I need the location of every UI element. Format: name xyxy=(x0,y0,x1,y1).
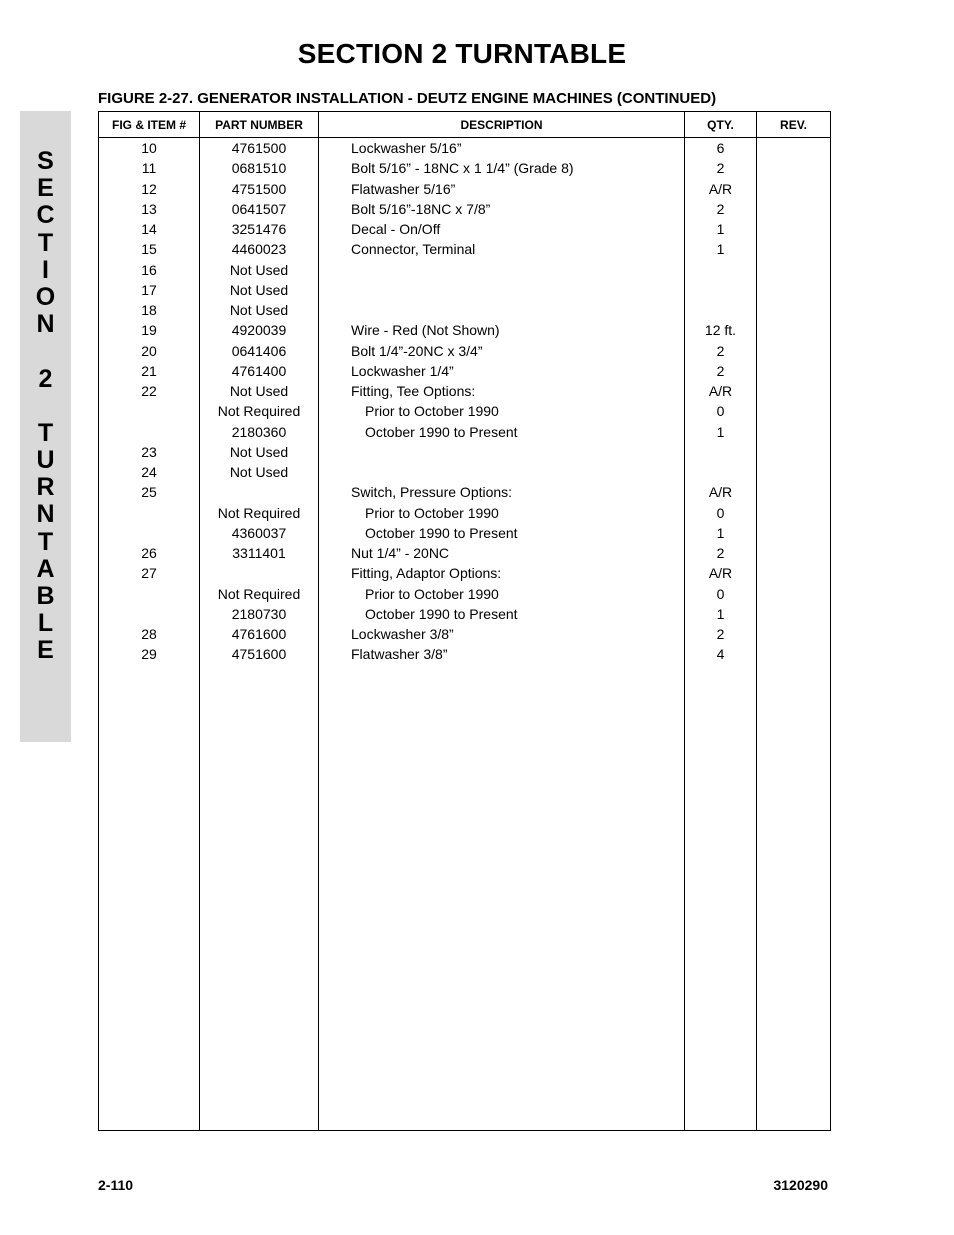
header-description: DESCRIPTION xyxy=(319,112,685,138)
rev-cell xyxy=(757,482,831,502)
rev-cell xyxy=(757,624,831,644)
table-row xyxy=(99,584,831,604)
parts-table xyxy=(98,111,831,1131)
filler-cell xyxy=(319,665,685,1131)
item-number-cell: 22 xyxy=(99,381,200,401)
table-row xyxy=(99,300,831,320)
description-cell: Prior to October 1990 xyxy=(319,401,685,421)
table-row xyxy=(99,320,831,340)
rev-cell xyxy=(757,280,831,300)
description-cell: Lockwasher 3/8” xyxy=(319,624,685,644)
side-tab-letter: I xyxy=(42,255,49,284)
part-number-cell: 3311401 xyxy=(200,543,319,563)
table-filler-row xyxy=(99,665,831,1131)
rev-cell xyxy=(757,422,831,442)
side-tab-letter: 2 xyxy=(38,364,53,393)
part-number-cell: Not Used xyxy=(200,381,319,401)
table-row xyxy=(99,523,831,543)
qty-cell xyxy=(685,300,757,320)
table-row xyxy=(99,381,831,401)
description-cell: Wire - Red (Not Shown) xyxy=(319,320,685,340)
rev-cell xyxy=(757,138,831,159)
item-number-cell: 15 xyxy=(99,239,200,259)
rev-cell xyxy=(757,442,831,462)
table-header-row xyxy=(99,112,831,138)
description-cell: Connector, Terminal xyxy=(319,239,685,259)
qty-cell: A/R xyxy=(685,381,757,401)
qty-cell: 0 xyxy=(685,401,757,421)
item-number-cell: 16 xyxy=(99,260,200,280)
side-tab-letter: T xyxy=(37,418,54,447)
side-tab-letter: T xyxy=(37,527,54,556)
part-number-cell: 4761600 xyxy=(200,624,319,644)
side-tab-letter: L xyxy=(37,609,54,638)
figure-title: FIGURE 2-27. GENERATOR INSTALLATION - DEUTZ ENGINE MACHINES (CONTINUED) xyxy=(98,90,717,107)
item-number-cell: 13 xyxy=(99,199,200,219)
part-number-cell: 2180730 xyxy=(200,604,319,624)
part-number-cell: Not Used xyxy=(200,300,319,320)
part-number-cell: 4761500 xyxy=(200,138,319,159)
rev-cell xyxy=(757,341,831,361)
description-cell: Prior to October 1990 xyxy=(319,503,685,523)
description-cell: Fitting, Tee Options: xyxy=(319,381,685,401)
qty-cell: 2 xyxy=(685,158,757,178)
header-part-number: PART NUMBER xyxy=(200,112,319,138)
qty-cell: 1 xyxy=(685,219,757,239)
rev-cell xyxy=(757,300,831,320)
filler-cell xyxy=(685,665,757,1131)
part-number-cell: Not Required xyxy=(200,584,319,604)
table-row xyxy=(99,442,831,462)
side-tab-letter: O xyxy=(35,282,56,311)
part-number-cell xyxy=(200,563,319,583)
side-tab-letter: R xyxy=(36,473,55,502)
rev-cell xyxy=(757,239,831,259)
item-number-cell: 18 xyxy=(99,300,200,320)
part-number-cell: Not Used xyxy=(200,260,319,280)
table-row xyxy=(99,422,831,442)
table-row xyxy=(99,138,831,159)
part-number-cell: Not Required xyxy=(200,401,319,421)
rev-cell xyxy=(757,462,831,482)
part-number-cell: Not Used xyxy=(200,280,319,300)
table-row xyxy=(99,462,831,482)
item-number-cell xyxy=(99,523,200,543)
table-row xyxy=(99,219,831,239)
item-number-cell: 25 xyxy=(99,482,200,502)
qty-cell: 2 xyxy=(685,361,757,381)
description-cell xyxy=(319,300,685,320)
description-cell: Switch, Pressure Options: xyxy=(319,482,685,502)
description-cell: Bolt 1/4”-20NC x 3/4” xyxy=(319,341,685,361)
part-number-cell: 0681510 xyxy=(200,158,319,178)
filler-cell xyxy=(99,665,200,1131)
qty-cell xyxy=(685,462,757,482)
rev-cell xyxy=(757,584,831,604)
description-cell: Bolt 5/16” - 18NC x 1 1/4” (Grade 8) xyxy=(319,158,685,178)
item-number-cell: 27 xyxy=(99,563,200,583)
rev-cell xyxy=(757,260,831,280)
rev-cell xyxy=(757,158,831,178)
qty-cell: 2 xyxy=(685,341,757,361)
part-number-cell xyxy=(200,482,319,502)
filler-cell xyxy=(757,665,831,1131)
item-number-cell xyxy=(99,604,200,624)
part-number-cell: Not Used xyxy=(200,462,319,482)
side-tab-letter: U xyxy=(36,446,55,475)
description-cell xyxy=(319,260,685,280)
rev-cell xyxy=(757,401,831,421)
item-number-cell: 17 xyxy=(99,280,200,300)
rev-cell xyxy=(757,199,831,219)
description-cell xyxy=(319,280,685,300)
description-cell: October 1990 to Present xyxy=(319,523,685,543)
item-number-cell: 10 xyxy=(99,138,200,159)
side-tab-letter: N xyxy=(36,500,55,529)
side-tab-letter: A xyxy=(36,554,55,583)
description-cell: Fitting, Adaptor Options: xyxy=(319,563,685,583)
item-number-cell xyxy=(99,401,200,421)
side-tab-letter xyxy=(20,393,71,420)
rev-cell xyxy=(757,219,831,239)
table-row xyxy=(99,199,831,219)
qty-cell: 1 xyxy=(685,239,757,259)
description-cell: Bolt 5/16”-18NC x 7/8” xyxy=(319,199,685,219)
table-row xyxy=(99,280,831,300)
part-number-cell: Not Used xyxy=(200,442,319,462)
qty-cell: 2 xyxy=(685,543,757,563)
part-number-cell: 0641406 xyxy=(200,341,319,361)
rev-cell xyxy=(757,503,831,523)
side-tab-letter: B xyxy=(36,582,55,610)
side-tab-letter: E xyxy=(37,636,54,665)
rev-cell xyxy=(757,563,831,583)
qty-cell xyxy=(685,260,757,280)
header-rev: REV. xyxy=(757,112,831,138)
item-number-cell xyxy=(99,422,200,442)
part-number-cell: 4460023 xyxy=(200,239,319,259)
table-row xyxy=(99,361,831,381)
rev-cell xyxy=(757,604,831,624)
table-row xyxy=(99,239,831,259)
table-row xyxy=(99,260,831,280)
qty-cell: 6 xyxy=(685,138,757,159)
header-qty: QTY. xyxy=(685,112,757,138)
qty-cell: 0 xyxy=(685,584,757,604)
table-row xyxy=(99,543,831,563)
section-title: SECTION 2 TURNTABLE xyxy=(297,38,627,69)
rev-cell xyxy=(757,361,831,381)
table-row xyxy=(99,644,831,664)
description-cell: Lockwasher 5/16” xyxy=(319,138,685,159)
qty-cell: A/R xyxy=(685,563,757,583)
part-number-cell: 4360037 xyxy=(200,523,319,543)
part-number-cell: Not Required xyxy=(200,503,319,523)
qty-cell: 1 xyxy=(685,523,757,543)
qty-cell: 12 ft. xyxy=(685,320,757,340)
description-cell xyxy=(319,442,685,462)
item-number-cell: 14 xyxy=(99,219,200,239)
qty-cell xyxy=(685,280,757,300)
side-tab-letter: E xyxy=(37,174,54,203)
description-cell: Flatwasher 3/8” xyxy=(319,644,685,664)
part-number-cell: 0641507 xyxy=(200,199,319,219)
item-number-cell xyxy=(99,503,200,523)
item-number-cell: 11 xyxy=(99,158,200,178)
description-cell: Prior to October 1990 xyxy=(319,584,685,604)
header-fig-item: FIG & ITEM # xyxy=(99,112,200,138)
filler-cell xyxy=(200,665,319,1131)
description-cell xyxy=(319,462,685,482)
description-cell: Nut 1/4” - 20NC xyxy=(319,543,685,563)
rev-cell xyxy=(757,543,831,563)
table-row xyxy=(99,604,831,624)
rev-cell xyxy=(757,179,831,199)
table-row xyxy=(99,482,831,502)
qty-cell: A/R xyxy=(685,482,757,502)
item-number-cell: 12 xyxy=(99,179,200,199)
rev-cell xyxy=(757,644,831,664)
qty-cell xyxy=(685,442,757,462)
table-row xyxy=(99,341,831,361)
page-number: 2-110 xyxy=(98,1177,134,1193)
part-number-cell: 4761400 xyxy=(200,361,319,381)
side-tab-letter: S xyxy=(37,147,54,175)
item-number-cell: 20 xyxy=(99,341,200,361)
qty-cell: 2 xyxy=(685,624,757,644)
qty-cell: 4 xyxy=(685,644,757,664)
rev-cell xyxy=(757,381,831,401)
table-row xyxy=(99,401,831,421)
part-number-cell: 3251476 xyxy=(200,219,319,239)
part-number-cell: 4920039 xyxy=(200,320,319,340)
table-row xyxy=(99,503,831,523)
description-cell: October 1990 to Present xyxy=(319,422,685,442)
item-number-cell: 23 xyxy=(99,442,200,462)
side-tab-letter xyxy=(20,338,71,365)
description-cell: October 1990 to Present xyxy=(319,604,685,624)
item-number-cell: 19 xyxy=(99,320,200,340)
part-number-cell: 4751500 xyxy=(200,179,319,199)
qty-cell: A/R xyxy=(685,179,757,199)
table-row xyxy=(99,158,831,178)
qty-cell: 2 xyxy=(685,199,757,219)
description-cell: Lockwasher 1/4” xyxy=(319,361,685,381)
item-number-cell: 28 xyxy=(99,624,200,644)
qty-cell: 1 xyxy=(685,422,757,442)
table-row xyxy=(99,179,831,199)
section-side-tab xyxy=(20,111,71,742)
part-number-cell: 2180360 xyxy=(200,422,319,442)
side-tab-letter: C xyxy=(36,201,55,230)
side-tab-letter: T xyxy=(37,228,54,257)
description-cell: Flatwasher 5/16” xyxy=(319,179,685,199)
parts-table-body xyxy=(99,138,831,1131)
rev-cell xyxy=(757,320,831,340)
table-row xyxy=(99,563,831,583)
item-number-cell xyxy=(99,584,200,604)
qty-cell: 0 xyxy=(685,503,757,523)
description-cell: Decal - On/Off xyxy=(319,219,685,239)
side-tab-letter: N xyxy=(36,310,55,339)
rev-cell xyxy=(757,523,831,543)
table-row xyxy=(99,624,831,644)
item-number-cell: 21 xyxy=(99,361,200,381)
item-number-cell: 26 xyxy=(99,543,200,563)
item-number-cell: 29 xyxy=(99,644,200,664)
side-tab-letters xyxy=(20,148,71,665)
part-number-cell: 4751600 xyxy=(200,644,319,664)
qty-cell: 1 xyxy=(685,604,757,624)
item-number-cell: 24 xyxy=(99,462,200,482)
document-number: 3120290 xyxy=(773,1177,828,1193)
